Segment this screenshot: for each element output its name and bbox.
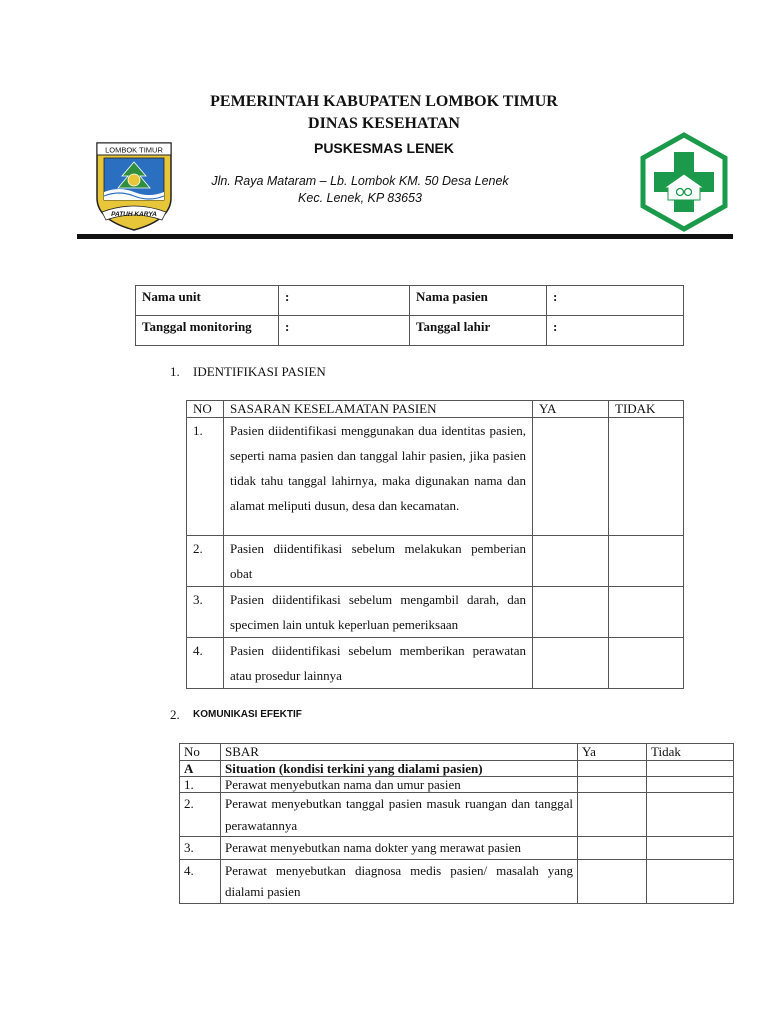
group-text: Situation (kondisi terkini yang dialami pasien): [221, 761, 578, 777]
row-text: Perawat menyebutkan tanggal pasien masuk ruangan dan tanggal perawatannya: [221, 793, 578, 837]
row-text: Perawat menyebutkan nama dan umur pasien: [221, 777, 578, 793]
row-number: 2.: [180, 793, 221, 837]
header-department: DINAS KESEHATAN: [308, 115, 460, 132]
ya-checkbox-cell[interactable]: [533, 536, 609, 587]
row-text: Pasien diidentifikasi sebelum mengambil darah, dan specimen lain untuk keperluan pemeriksaan: [224, 587, 533, 638]
row-number: 1.: [187, 418, 224, 536]
tidak-checkbox-cell[interactable]: [609, 536, 684, 587]
table-group-row: [180, 761, 734, 777]
table-row: [180, 777, 734, 793]
nama-unit-field[interactable]: :: [279, 286, 410, 316]
col-header-sasaran: SASARAN KESELAMATAN PASIEN: [224, 401, 533, 418]
col-header-tidak: Tidak: [647, 744, 734, 761]
komunikasi-efektif-table: [179, 743, 734, 904]
table-row: [180, 837, 734, 860]
tidak-checkbox-cell[interactable]: [647, 859, 734, 903]
section-2-title: KOMUNIKASI EFEKTIF: [193, 709, 302, 720]
col-header-ya: Ya: [578, 744, 647, 761]
row-number: 3.: [187, 587, 224, 638]
svg-text:LOMBOK TIMUR: LOMBOK TIMUR: [105, 145, 163, 155]
row-text: Pasien diidentifikasi menggunakan dua identitas pasien, seperti nama pasien dan tanggal lahir pasien, jika pasien tidak tahu tanggal lahirnya, maka digunakan nama dan alamat meliputi dusun, desa dan kecamatan.: [224, 418, 533, 536]
tidak-checkbox-cell[interactable]: [647, 837, 734, 860]
group-label: A: [180, 761, 221, 777]
header-government: PEMERINTAH KABUPATEN LOMBOK TIMUR: [210, 93, 558, 110]
tanggal-lahir-field[interactable]: :: [547, 316, 684, 346]
row-number: 1.: [180, 777, 221, 793]
col-header-sbar: SBAR: [221, 744, 578, 761]
ya-checkbox-cell[interactable]: [533, 638, 609, 689]
row-text: Perawat menyebutkan nama dokter yang merawat pasien: [221, 837, 578, 860]
header-address: Jln. Raya Mataram – Lb. Lombok KM. 50 Desa Lenek Kec. Lenek, KP 83653: [211, 174, 509, 205]
ya-checkbox-cell[interactable]: [578, 793, 647, 837]
row-text: Pasien diidentifikasi sebelum memberikan perawatan atau prosedur lainnya: [224, 638, 533, 689]
tanggal-monitoring-label: Tanggal monitoring: [136, 316, 279, 346]
svg-text:PATUH KARYA: PATUH KARYA: [111, 211, 157, 218]
tidak-checkbox-cell[interactable]: [609, 418, 684, 536]
nama-pasien-field[interactable]: :: [547, 286, 684, 316]
ya-checkbox-cell[interactable]: [533, 418, 609, 536]
tidak-checkbox-cell[interactable]: [609, 587, 684, 638]
tanggal-lahir-label: Tanggal lahir: [410, 316, 547, 346]
row-number: 4.: [187, 638, 224, 689]
col-header-ya: YA: [533, 401, 609, 418]
table-row: [187, 536, 684, 587]
table-row: [187, 638, 684, 689]
nama-pasien-label: Nama pasien: [410, 286, 547, 316]
section-1-number: 1.: [170, 364, 180, 379]
col-header-no: No: [180, 744, 221, 761]
col-header-no: NO: [187, 401, 224, 418]
header-puskesmas: PUSKESMAS LENEK: [313, 140, 455, 156]
row-text: Perawat menyebutkan diagnosa medis pasien/ masalah yang dialami pasien: [221, 859, 578, 903]
table-row: [180, 793, 734, 837]
section-2-number: 2.: [170, 707, 180, 722]
ya-checkbox-cell[interactable]: [578, 761, 647, 777]
row-number: 2.: [187, 536, 224, 587]
ya-checkbox-cell[interactable]: [533, 587, 609, 638]
row-number: 3.: [180, 837, 221, 860]
table-row: [180, 859, 734, 903]
table-row: [187, 418, 684, 536]
tidak-checkbox-cell[interactable]: [609, 638, 684, 689]
table-row: [187, 587, 684, 638]
nama-unit-label: Nama unit: [136, 286, 279, 316]
ya-checkbox-cell[interactable]: [578, 859, 647, 903]
row-number: 4.: [180, 859, 221, 903]
row-text: Pasien diidentifikasi sebelum melakukan pemberian obat: [224, 536, 533, 587]
header-divider: [77, 234, 733, 239]
tanggal-monitoring-field[interactable]: :: [279, 316, 410, 346]
ya-checkbox-cell[interactable]: [578, 777, 647, 793]
col-header-tidak: TIDAK: [609, 401, 684, 418]
tidak-checkbox-cell[interactable]: [647, 777, 734, 793]
section-1-title: IDENTIFIKASI PASIEN: [193, 364, 326, 379]
tidak-checkbox-cell[interactable]: [647, 793, 734, 837]
ya-checkbox-cell[interactable]: [578, 837, 647, 860]
tidak-checkbox-cell[interactable]: [647, 761, 734, 777]
patient-info-table: [135, 285, 684, 346]
identifikasi-pasien-table: [186, 400, 684, 689]
